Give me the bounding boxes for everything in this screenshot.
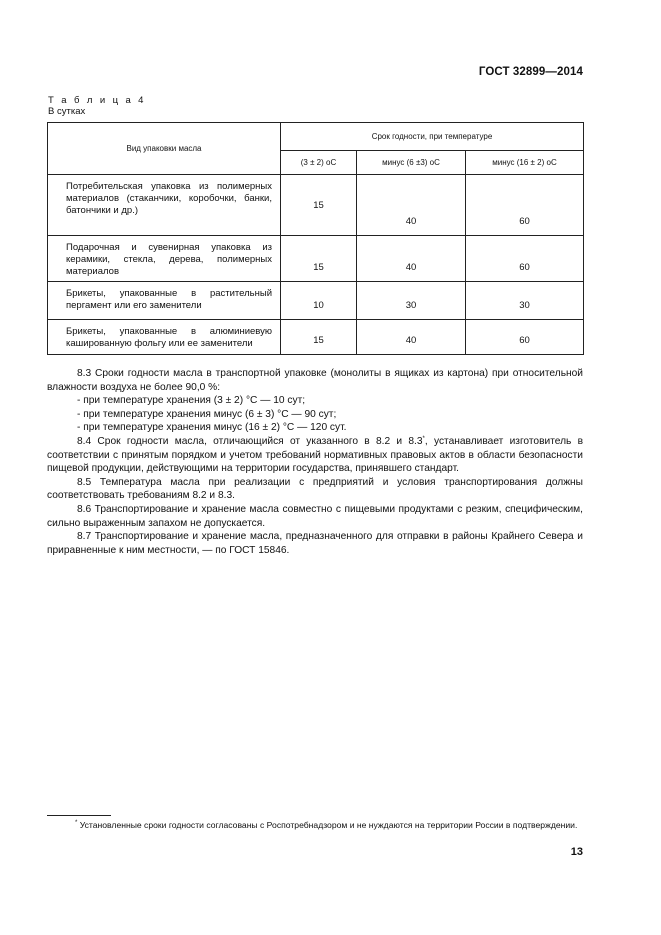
value-cell: 30 <box>466 282 584 320</box>
table-row <box>48 320 584 355</box>
shelf-life-table <box>47 122 584 355</box>
clause-8-4-text-a: 8.4 Срок годности масла, отличающийся от указанного в 8.2 и 8.3 <box>77 435 423 447</box>
packaging-type-header: Вид упаковки масла <box>48 123 281 175</box>
shelf-life-group-header: Срок годности, при температуре <box>281 123 584 151</box>
value-cell: 40 <box>357 175 466 236</box>
page-number: 13 <box>570 846 583 858</box>
temp-header-3: минус (16 ± 2) оС <box>466 151 584 175</box>
packaging-cell: Потребительская упаковка из полимерных материалов (стаканчики, коробочки, банки, батончики и др.) <box>48 175 281 236</box>
list-item: - при температуре хранения минус (6 ± 3) °С — 90 сут; <box>77 408 337 420</box>
table-units: В сутках <box>48 106 86 117</box>
list-item: - при температуре хранения минус (16 ± 2) °С — 120 сут. <box>77 422 347 434</box>
table-caption: Т а б л и ц а 4 <box>48 95 146 106</box>
footnote-reference[interactable]: * <box>422 435 425 442</box>
body-text <box>47 367 583 557</box>
packaging-cell: Подарочная и сувенирная упаковка из керамики, стекла, дерева, полимерных материалов <box>48 236 281 282</box>
value-cell: 15 <box>281 175 357 236</box>
value-cell: 60 <box>466 236 584 282</box>
packaging-cell: Брикеты, упакованные в алюминиевую кашированную фольгу или ее заменители <box>48 320 281 355</box>
value-cell: 60 <box>466 175 584 236</box>
value-cell: 40 <box>357 320 466 355</box>
value-cell: 60 <box>466 320 584 355</box>
value-cell: 40 <box>357 236 466 282</box>
clause-8-4-text-b: , устанавливает изготовитель в соответствии с принятым порядком и учетом требований нормативных правовых актов в области безопасности пищевой продукции, действующими на территории государства, принявшего стандарт. <box>47 435 583 475</box>
table-row <box>48 282 584 320</box>
footnote-text: Установленные сроки годности согласованы с Роспотребнадзором и не нуждаются на территории России в подтверждении. <box>77 820 578 830</box>
value-cell: 15 <box>281 320 357 355</box>
clause-8-3: 8.3 Сроки годности масла в транспортной упаковке (монолиты в ящиках из картона) при относительной влажности воздуха не более 90,0 %: <box>47 368 583 393</box>
packaging-cell: Брикеты, упакованные в растительный пергамент или его заменители <box>48 282 281 320</box>
list-item: - при температуре хранения (3 ± 2) °С — 10 сут; <box>77 395 306 407</box>
clause-8-4 <box>47 435 583 476</box>
table-row <box>48 236 584 282</box>
clause-8-6: 8.6 Транспортирование и хранение масла совместно с пищевыми продуктами с резким, специфическим, сильно выраженным запахом не допускается. <box>47 503 583 529</box>
clause-8-7: 8.7 Транспортирование и хранение масла, предназначенного для отправки в районы Крайнего Севера и приравненные к ним местности, — по ГОСТ 15846. <box>47 531 583 556</box>
footnote-divider <box>47 815 111 816</box>
table-row <box>48 175 584 236</box>
value-cell: 15 <box>281 236 357 282</box>
footnote <box>47 819 583 832</box>
temp-header-2: минус (6 ±3) оС <box>357 151 466 175</box>
value-cell: 30 <box>357 282 466 320</box>
value-cell: 10 <box>281 282 357 320</box>
temp-header-1: (3 ± 2) оС <box>281 151 357 175</box>
document-code: ГОСТ 32899—2014 <box>478 66 583 78</box>
clause-8-5: 8.5 Температура масла при реализации с предприятий и условия транспортирования должны соответствовать требованиям 8.2 и 8.3. <box>47 476 583 502</box>
footnote-mark: * <box>75 820 78 826</box>
